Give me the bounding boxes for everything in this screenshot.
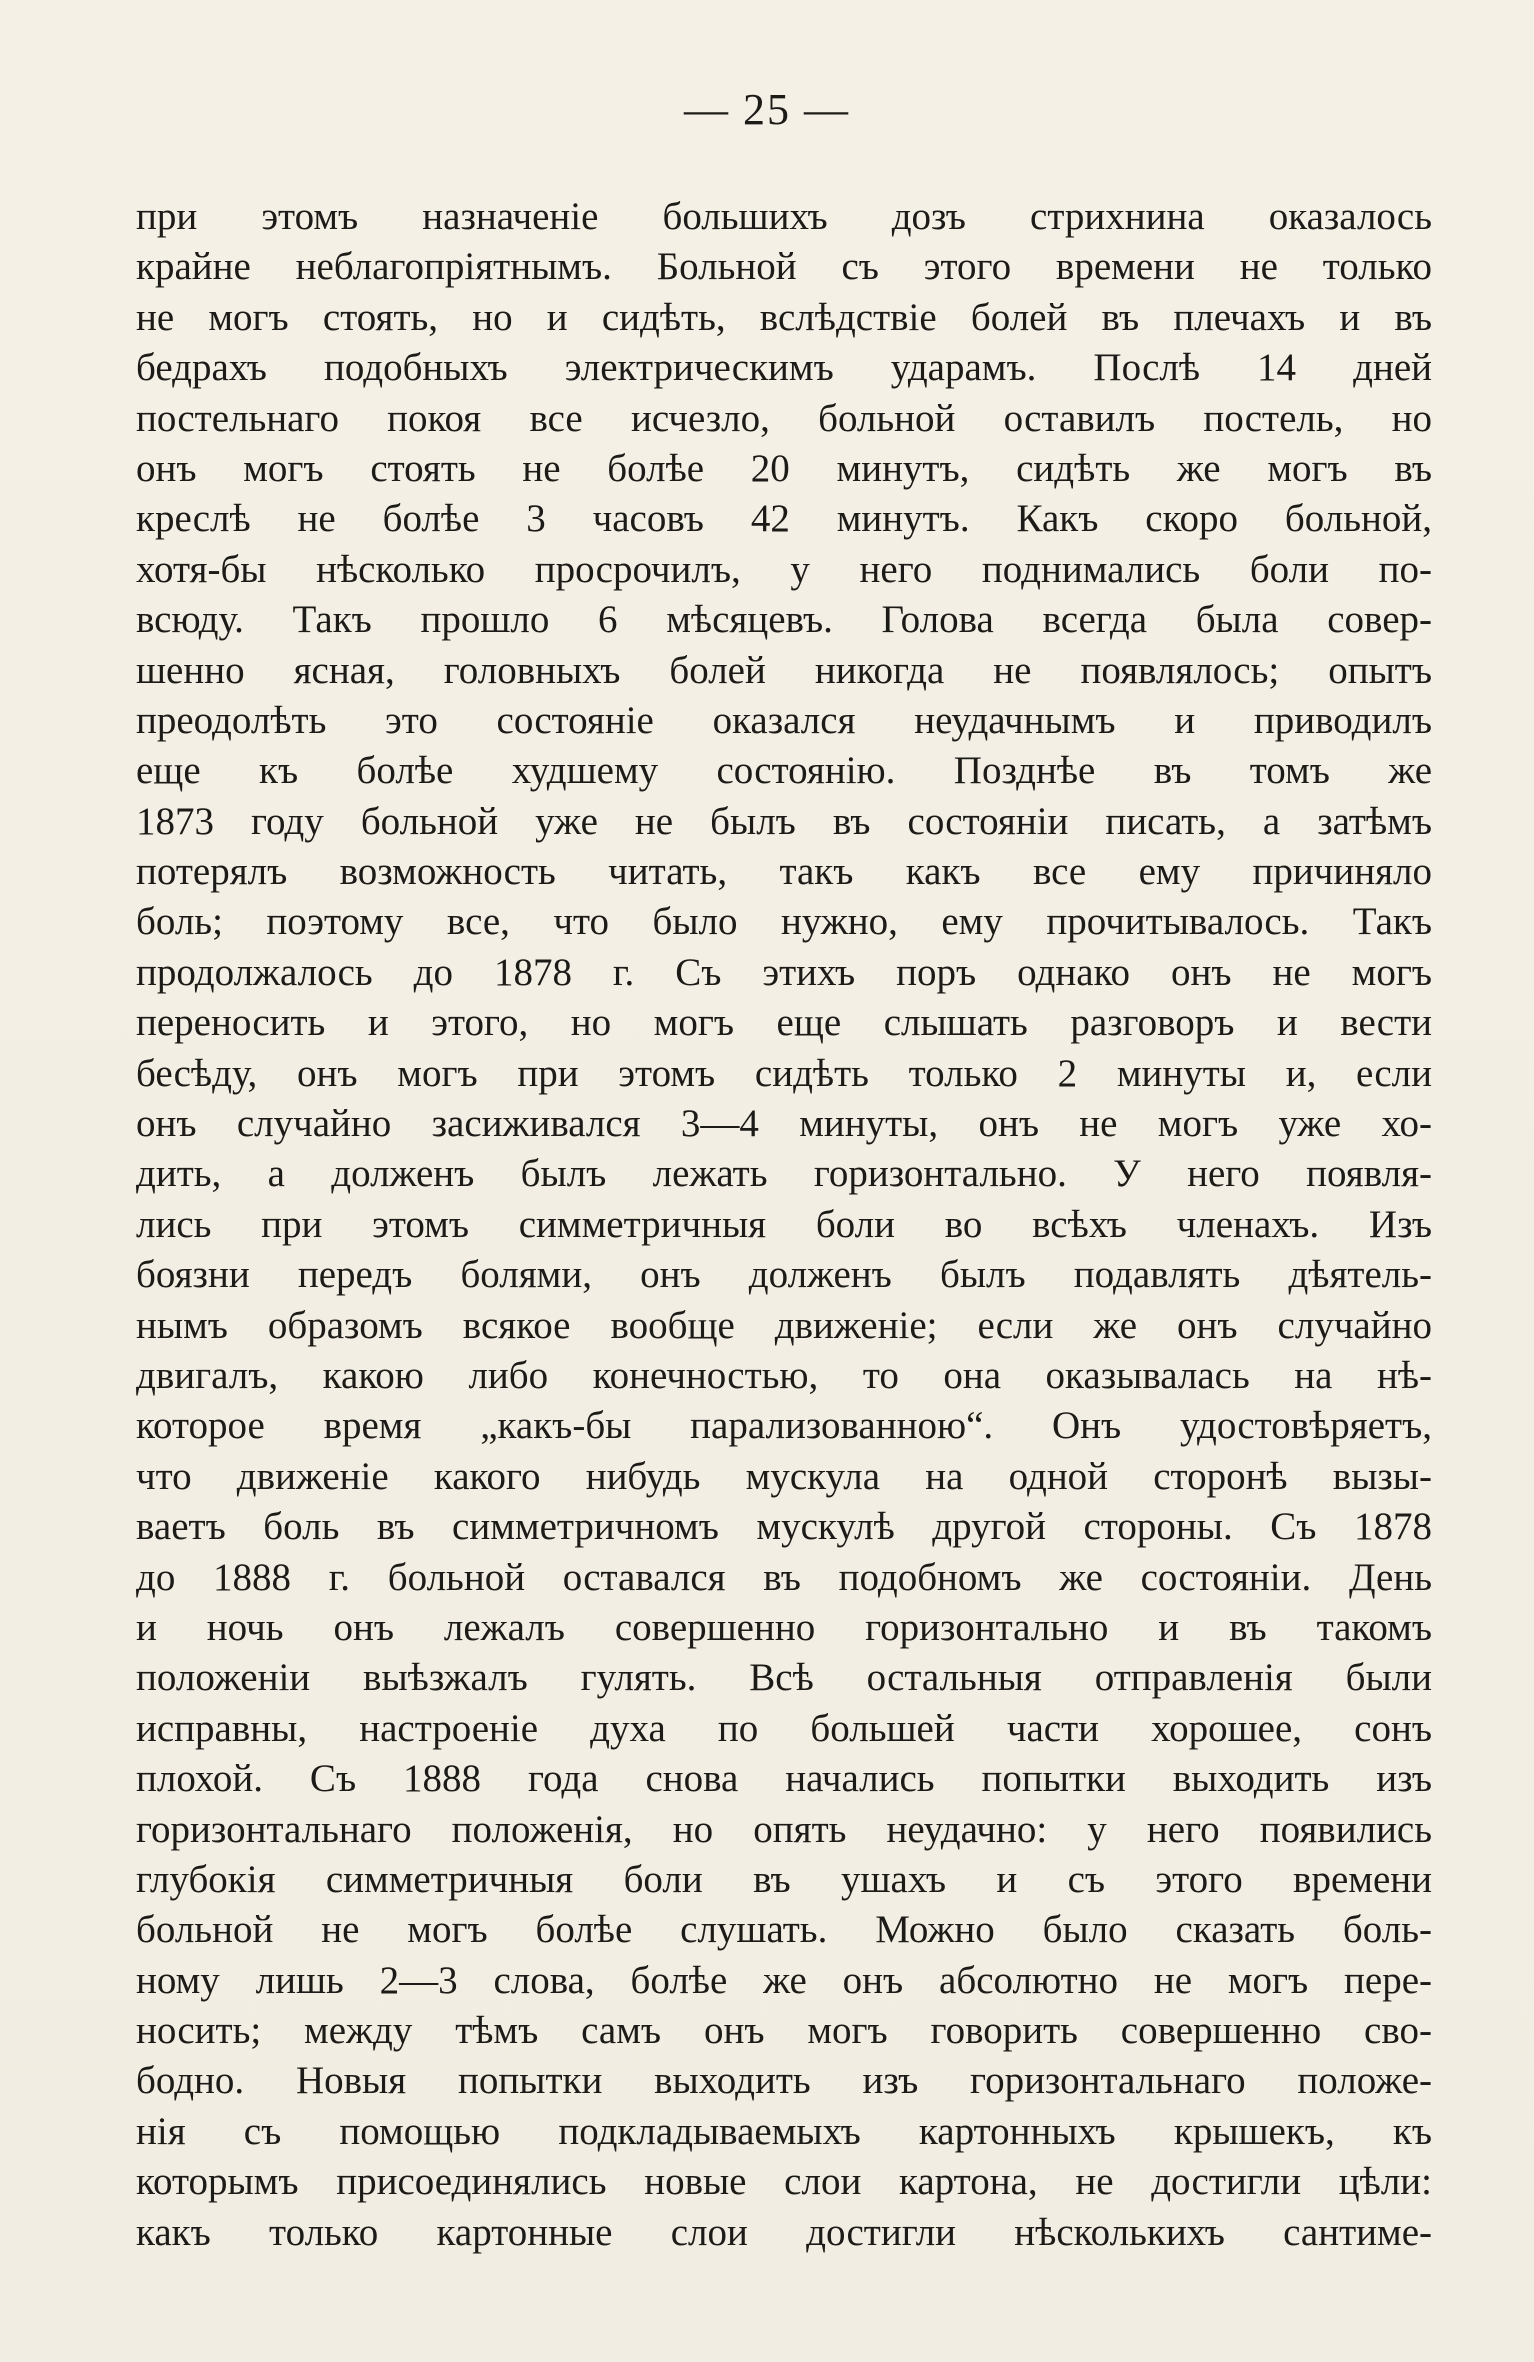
text-line: 1873 году больной уже не былъ въ состояніи писать, а затѣмъ [136,799,1432,843]
text-line: до 1888 г. больной оставался въ подобномъ же состояніи. День [136,1555,1432,1599]
text-line: горизонтальнаго положенія, но опять неудачно: у него появились [136,1807,1432,1851]
page-number: — 25 — [684,85,850,134]
text-line: ному лишь 2—3 слова, болѣе же онъ абсолютно не могъ пере- [136,1958,1432,2002]
text-line: онъ случайно засиживался 3—4 минуты, онъ не могъ уже хо- [136,1102,1432,1146]
text-line: шенно ясная, головныхъ болей никогда не появлялось; опытъ [136,648,1432,692]
text-line: которымъ присоединялись новые слои картона, не достигли цѣли: [136,2160,1432,2204]
text-line: бодно. Новыя попытки выходить изъ горизонтальнаго положе- [136,2059,1432,2103]
text-line: нія съ помощью подкладываемыхъ картонныхъ крышекъ, къ [136,2109,1432,2153]
text-line: которое время „какъ-бы парализованною“. Онъ удостовѣряетъ, [136,1404,1432,1448]
text-line: плохой. Съ 1888 года снова начались попытки выходить изъ [136,1757,1432,1801]
text-line: лись при этомъ симметричныя боли во всѣхъ членахъ. Изъ [136,1202,1432,1246]
text-line: боязни передъ болями, онъ долженъ былъ подавлять дѣятель- [136,1253,1432,1297]
text-line: бесѣду, онъ могъ при этомъ сидѣть только 2 минуты и, если [136,1051,1432,1095]
text-line: ваетъ боль въ симметричномъ мускулѣ другой стороны. Съ 1878 [136,1505,1432,1549]
text-line: дить, а долженъ былъ лежать горизонтально. У него появля- [136,1152,1432,1196]
text-line: еще къ болѣе худшему состоянію. Позднѣе въ томъ же [136,749,1432,793]
text-line: не могъ стоять, но и сидѣть, вслѣдствіе болей въ плечахъ и въ [136,295,1432,339]
text-line: постельнаго покоя все исчезло, больной оставилъ постель, но [136,396,1432,440]
text-line: носить; между тѣмъ самъ онъ могъ говорить совершенно сво- [136,2009,1432,2053]
text-line: какъ только картонные слои достигли нѣсколькихъ сантиме- [136,2210,1432,2254]
text-line: глубокія симметричныя боли въ ушахъ и съ этого времени [136,1857,1432,1901]
text-line: продолжалось до 1878 г. Съ этихъ поръ однако онъ не могъ [136,950,1432,994]
text-line: положеніи выѣзжалъ гулять. Всѣ остальныя отправленія были [136,1656,1432,1700]
text-line: преодолѣть это состояніе оказался неудачнымъ и приводилъ [136,698,1432,742]
text-line: больной не могъ болѣе слушать. Можно было сказать боль- [136,1908,1432,1952]
text-line: при этомъ назначеніе большихъ дозъ стрихнина оказалось [136,195,1432,238]
text-line: всюду. Такъ прошло 6 мѣсяцевъ. Голова всегда была совер- [136,598,1432,642]
text-line: исправны, настроеніе духа по большей части хорошее, сонъ [136,1706,1432,1750]
text-line: двигалъ, какою либо конечностью, то она оказывалась на нѣ- [136,1353,1432,1397]
text-line: нымъ образомъ всякое вообще движеніе; если же онъ случайно [136,1303,1432,1347]
body-text [136,192,1432,2258]
text-line: крайне неблагопріятнымъ. Больной съ этого времени не только [136,245,1432,289]
text-line: боль; поэтому все, что было нужно, ему прочитывалось. Такъ [136,900,1432,944]
text-line: потерялъ возможность читать, такъ какъ все ему причиняло [136,850,1432,894]
text-line: и ночь онъ лежалъ совершенно горизонтально и въ такомъ [136,1605,1432,1649]
text-line: креслѣ не болѣе 3 часовъ 42 минутъ. Какъ скоро больной, [136,497,1432,541]
text-line: хотя-бы нѣсколько просрочилъ, у него поднимались боли по- [136,547,1432,591]
text-line: переносить и этого, но могъ еще слышать разговоръ и вести [136,1001,1432,1045]
text-line: бедрахъ подобныхъ электрическимъ ударамъ. Послѣ 14 дней [136,346,1432,390]
text-line: что движеніе какого нибудь мускула на одной сторонѣ вызы- [136,1454,1432,1498]
text-line: онъ могъ стоять не болѣе 20 минутъ, сидѣть же могъ въ [136,446,1432,490]
